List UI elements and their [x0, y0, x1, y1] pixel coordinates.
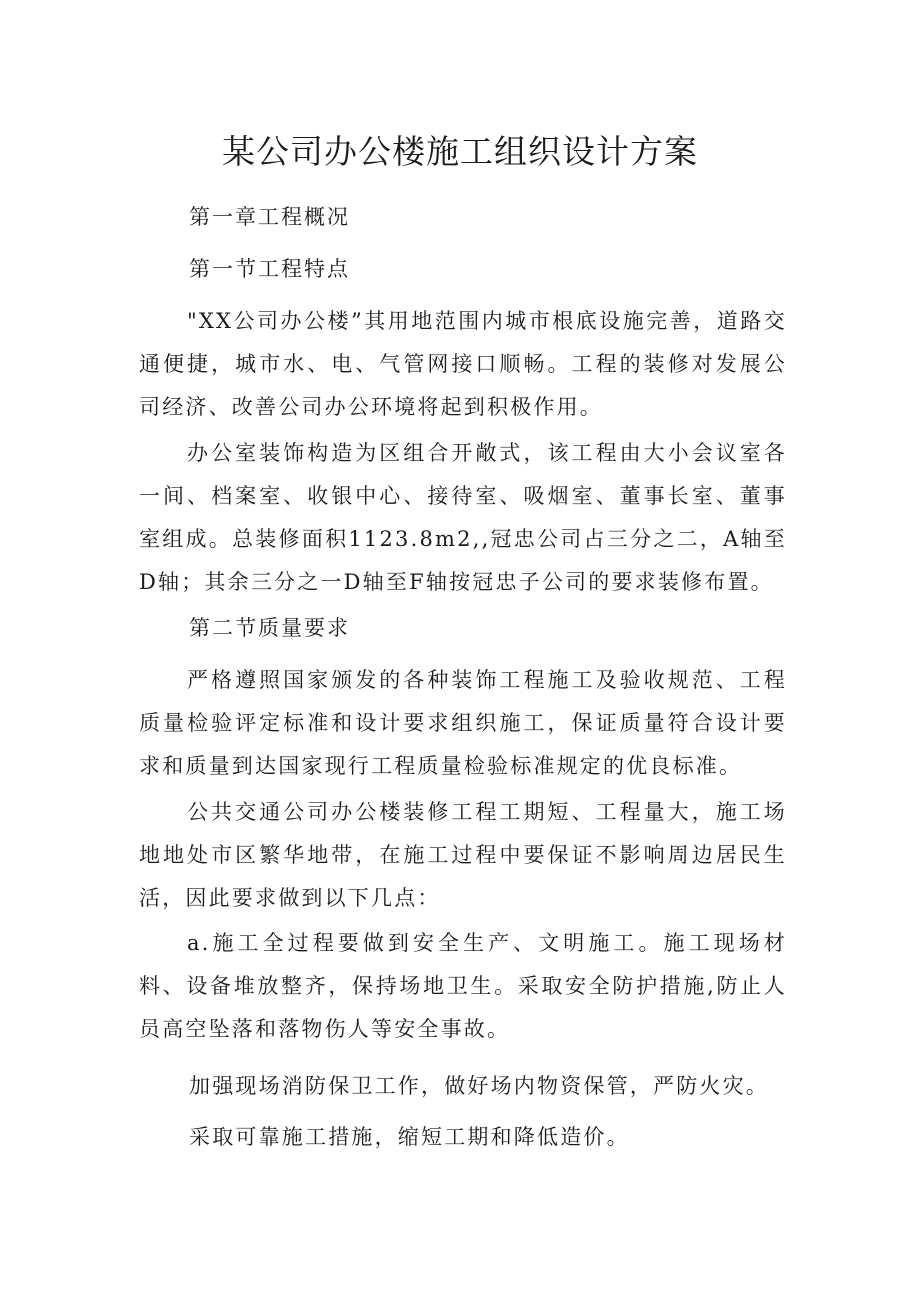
document-title: 某公司办公楼施工组织设计方案: [222, 132, 698, 171]
chapter-heading: 第一章工程概况: [189, 205, 350, 229]
paragraph-quality-standard: 严格遵照国家颁发的各种装饰工程施工及验收规范、工程质量检验评定标准和设计要求组织施工，保证质量符合设计要求和质量到达国家现行工程质量检验标准规定的优良标准。: [139, 668, 787, 778]
section-heading-2: 第二节质量要求: [189, 616, 350, 640]
paragraph-fire-safety: 加强现场消防保卫工作，做好场内物资保管，严防火灾。: [189, 1074, 769, 1098]
paragraph-project-overview: "XX公司办公楼”其用地范围内城市根底设施完善，道路交通便捷，城市水、电、气管网接口顺畅。工程的装修对发展公司经济、改善公司办公环境将起到积极作用。: [139, 309, 787, 419]
paragraph-safety-requirement: a.施工全过程要做到安全生产、文明施工。施工现场材料、设备堆放整齐，保持场地卫生。采取安全防护措施,防止人员高空坠落和落物伤人等安全事故。: [139, 931, 787, 1041]
paragraph-office-layout: 办公室装饰构造为区组合开敞式，该工程由大小会议室各一间、档案室、收银中心、接待室、吸烟室、董事长室、董事室组成。总装修面积1123.8m2,,冠忠公司占三分之二，A轴至D轴；其余三分之一D轴至F轴按冠忠子公司的要求装修布置。: [139, 441, 787, 594]
paragraph-site-requirements: 公共交通公司办公楼装修工程工期短、工程量大，施工场地地处市区繁华地带，在施工过程中要保证不影响周边居民生活，因此要求做到以下几点：: [139, 800, 787, 910]
paragraph-cost-reduction: 采取可靠施工措施，缩短工期和降低造价。: [189, 1125, 630, 1149]
section-heading-1: 第一节工程特点: [189, 257, 350, 281]
